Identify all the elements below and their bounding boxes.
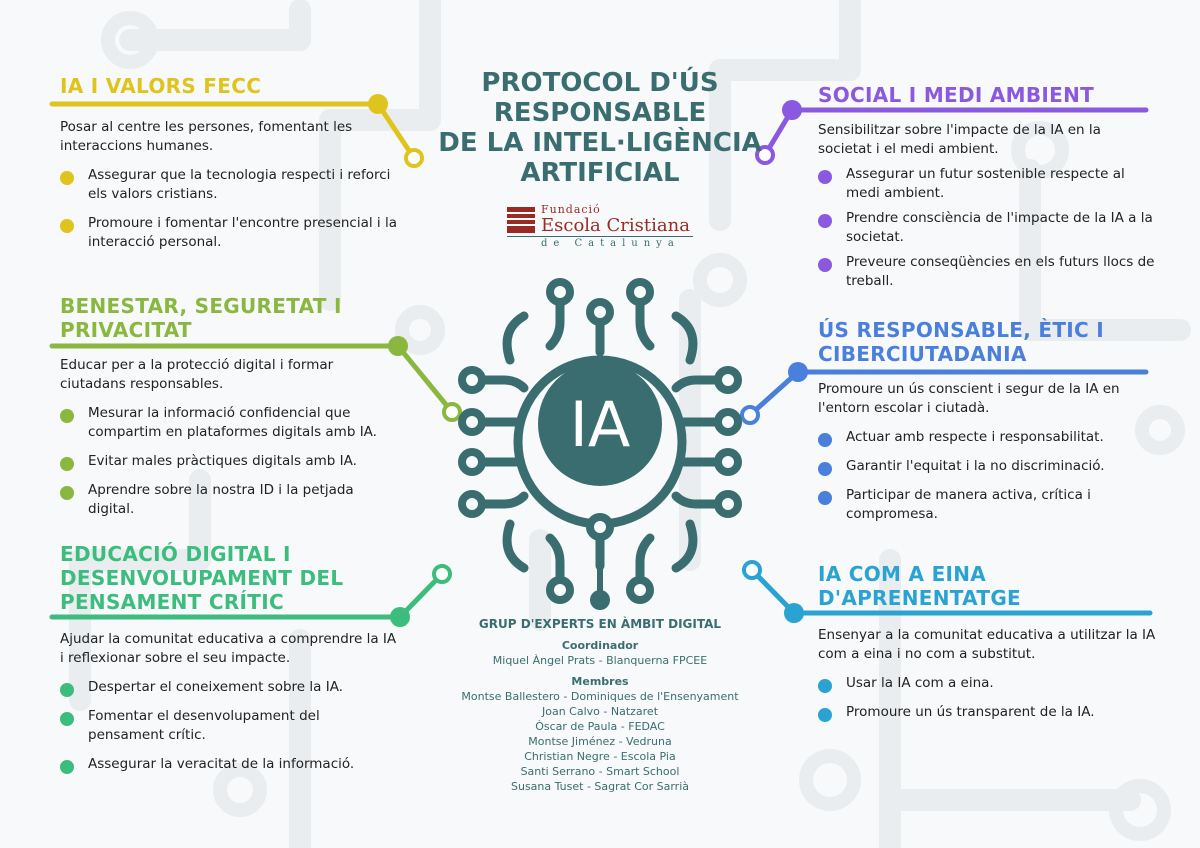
list-item-text: Promoure i fomentar l'encontre presencial i la interacció personal. [88,215,397,250]
member-name: Susana Tuset - Sagrat Cor Sarrià [510,780,689,793]
list-item-text: Usar la IA com a eina. [846,675,994,691]
list-item [60,214,400,252]
us-node [788,362,808,382]
coordinator-label: Coordinador [561,639,639,652]
list-item [818,457,1158,476]
fecc-logo-mark [507,207,535,233]
bullet-list [60,166,400,252]
bullet-dot-icon [60,486,74,500]
section-intro: Ensenyar a la comunitat educativa a utilitzar la IA com a eina i no com a substitut. [818,627,1156,662]
member-name: Christian Negre - Escola Pia [524,750,676,763]
bullet-dot-icon [818,679,832,693]
main-title [430,68,770,188]
bullet-dot-icon [818,491,832,505]
section-valors [60,74,400,252]
bullet-dot-icon [818,258,832,272]
bullet-dot-icon [818,214,832,228]
section-title: PENSAMENT CRÍTIC [60,590,284,614]
list-item [818,165,1158,203]
list-item-text: Actuar amb respecte i responsabilitat. [846,429,1104,445]
list-item-text: Assegurar un futur sostenible respecte al medi ambient. [846,166,1125,201]
list-item [60,452,400,471]
list-item [818,428,1158,447]
list-item-text: Garantir l'equitat i la no discriminació. [846,458,1105,474]
experts-heading: GRUP D'EXPERTS EN ÀMBIT DIGITAL [478,617,722,631]
bullet-list [60,404,400,519]
bullet-dot-icon [818,170,832,184]
list-item-text: Promoure un ús transparent de la IA. [846,704,1095,720]
experts-block [440,616,760,794]
list-item-text: Evitar males pràctiques digitals amb IA. [88,453,357,469]
bullet-dot-icon [60,683,74,697]
list-item [60,678,400,697]
bullet-list [818,428,1158,524]
list-item-text: Preveure conseqüències en els futurs llocs de treball. [846,254,1155,289]
section-benestar [60,294,400,519]
list-item-text: Mesurar la informació confidencial que compartim en plataformes digitals amb IA. [88,405,377,440]
member-name: Joan Calvo - Natzaret [541,705,659,718]
section-title: D'APRENENTATGE [818,586,1021,610]
logo-line: Fundació [541,203,601,216]
main-title-line: PROTOCOL D'ÚS [481,68,719,98]
bullet-dot-icon [818,433,832,447]
chip-label: IA [569,388,631,461]
list-item [60,481,400,519]
main-title-line: DE LA INTEL·LIGÈNCIA [438,128,762,158]
list-item-text: Prendre consciència de l'impacte de la IA a la societat. [846,210,1153,245]
list-item [60,755,400,774]
section-social [818,83,1158,291]
section-educacio [60,542,400,774]
list-item [818,703,1158,722]
bullet-list [818,165,1158,291]
members-label: Membres [571,675,629,688]
coordinator-name: Miquel Àngel Prats - Blanquerna FPCEE [492,654,708,667]
logo-line: Escola Cristiana [541,215,690,236]
section-title: BENESTAR, SEGURETAT I [60,294,342,318]
list-item-text: Despertar el coneixement sobre la IA. [88,679,343,695]
educacio-end-ring [434,566,450,582]
section-intro: Ajudar la comunitat educativa a comprendre la IA i reflexionar sobre el seu impacte. [60,631,397,666]
section-us-responsable [818,318,1158,524]
ai-chip-icon [450,272,750,612]
list-item-text: Aprendre sobre la nostra ID i la petjada digital. [88,482,354,517]
list-item [60,707,400,745]
section-title: CIBERCIUTADANIA [818,342,1027,366]
list-item [818,253,1158,291]
section-title: IA COM A EINA [818,562,987,586]
section-title: SOCIAL I MEDI AMBIENT [818,83,1095,107]
list-item-text: Fomentar el desenvolupament del pensament crític. [88,708,320,743]
section-eina [818,562,1158,722]
section-intro: Sensibilitzar sobre l'impacte de la IA en la societat i el medi ambient. [818,122,1101,157]
section-title: IA I VALORS FECC [60,74,262,98]
section-title: EDUCACIÓ DIGITAL I [60,542,291,566]
section-intro: Posar al centre les persones, fomentant les interaccions humanes. [60,119,353,154]
bullet-list [60,678,400,774]
bullet-dot-icon [818,708,832,722]
bullet-dot-icon [60,457,74,471]
logo-line: de Catalunya [541,238,680,249]
list-item [818,486,1158,524]
valors-end-ring [406,150,422,166]
social-node [782,100,802,120]
bullet-dot-icon [60,409,74,423]
fecc-logo [505,203,695,253]
member-name: Òscar de Paula - FEDAC [535,720,665,733]
section-title: DESENVOLUPAMENT DEL [60,566,344,590]
bullet-dot-icon [60,760,74,774]
member-name: Santi Serrano - Smart School [520,765,680,778]
bullet-dot-icon [60,712,74,726]
bullet-dot-icon [60,219,74,233]
member-name: Montse Ballestero - Dominiques de l'Ensenyament [461,690,739,703]
section-intro: Promoure un ús conscient i segur de la IA en l'entorn escolar i ciutadà. [818,381,1120,416]
bullet-list [818,674,1158,722]
section-title: ÚS RESPONSABLE, ÈTIC I [818,318,1104,342]
list-item-text: Assegurar que la tecnologia respecti i reforci els valors cristians. [88,167,391,202]
list-item-text: Participar de manera activa, crítica i compromesa. [846,487,1091,522]
main-title-line: ARTIFICIAL [520,158,680,188]
list-item [818,674,1158,693]
eina-node [784,603,804,623]
section-intro: Educar per a la protecció digital i formar ciutadans responsables. [60,357,334,392]
section-title: PRIVACITAT [60,318,192,342]
member-name: Montse Jiménez - Vedruna [528,735,672,748]
list-item [60,404,400,442]
main-title-line: RESPONSABLE [493,98,707,128]
list-item-text: Assegurar la veracitat de la informació. [88,756,355,772]
bullet-dot-icon [818,462,832,476]
list-item [60,166,400,204]
bullet-dot-icon [60,171,74,185]
list-item [818,209,1158,247]
